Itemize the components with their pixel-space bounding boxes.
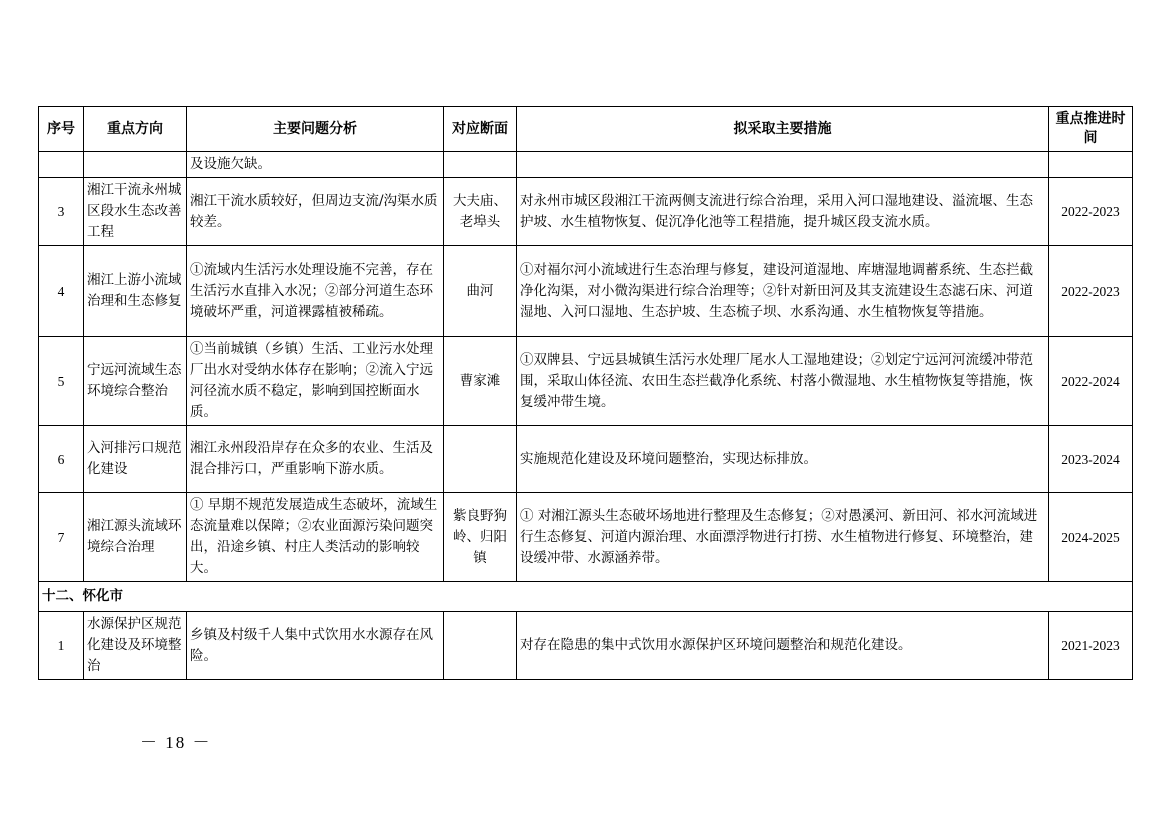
cell-problem: 及设施欠缺。: [187, 152, 444, 178]
header-row: [39, 107, 1133, 152]
cell-time: 2022-2023: [1049, 246, 1133, 337]
cell-no: 5: [39, 337, 84, 426]
cell-direction: 水源保护区规范化建设及环境整治: [84, 612, 187, 680]
cell-no: 3: [39, 178, 84, 246]
cell-problem: 湘江干流水质较好，但周边支流/沟渠水质较差。: [187, 178, 444, 246]
table-row: [39, 612, 1133, 680]
cell-time: 2023-2024: [1049, 426, 1133, 493]
header-time: 重点推进时间: [1049, 107, 1133, 152]
page-number: － 18 －: [140, 733, 212, 752]
cell-section: 曲河: [444, 246, 517, 337]
table-row: [39, 337, 1133, 426]
cell-no: 7: [39, 493, 84, 582]
table-row: [39, 426, 1133, 493]
table-row: [39, 246, 1133, 337]
measures-table: [38, 106, 1133, 680]
cell-measures: ① 对湘江源头生态破坏场地进行整理及生态修复；②对愚溪河、新田河、祁水河流域进行生态修复、河道内源治理、水面漂浮物进行打捞、水生植物进行修复、环境整治，建设缓冲带、水源涵养带。: [517, 493, 1049, 582]
cell-direction: 湘江源头流域环境综合治理: [84, 493, 187, 582]
cell-problem: ①流域内生活污水处理设施不完善，存在生活污水直排入水况；②部分河道生态环境破坏严重，河道裸露植被稀疏。: [187, 246, 444, 337]
cell-time: 2021-2023: [1049, 612, 1133, 680]
cell-section: [444, 612, 517, 680]
header-measures: 拟采取主要措施: [517, 107, 1049, 152]
header-problem: 主要问题分析: [187, 107, 444, 152]
cell-direction: 湘江上游小流域治理和生态修复: [84, 246, 187, 337]
header-no: 序号: [39, 107, 84, 152]
cell-time: 2022-2023: [1049, 178, 1133, 246]
cell-measures: 实施规范化建设及环境问题整治，实现达标排放。: [517, 426, 1049, 493]
cell-section: 紫良野狗岭、归阳镇: [444, 493, 517, 582]
cell-no: 4: [39, 246, 84, 337]
cell-time: 2024-2025: [1049, 493, 1133, 582]
header-section: 对应断面: [444, 107, 517, 152]
cell-section: [444, 426, 517, 493]
cell-time: 2022-2024: [1049, 337, 1133, 426]
cell-section: 大夫庙、老埠头: [444, 178, 517, 246]
cell-direction: 宁远河流域生态环境综合整治: [84, 337, 187, 426]
cell-problem: ① 早期不规范发展造成生态破坏，流域生态流量难以保障；②农业面源污染问题突出，沿途乡镇、村庄人类活动的影响较大。: [187, 493, 444, 582]
cell-measures: ①双牌县、宁远县城镇生活污水处理厂尾水人工湿地建设；②划定宁远河河流缓冲带范围，采取山体径流、农田生态拦截净化系统、村落小微湿地、水生植物恢复等措施，恢复缓冲带生境。: [517, 337, 1049, 426]
cell-problem: 乡镇及村级千人集中式饮用水水源存在风险。: [187, 612, 444, 680]
cell-problem: ①当前城镇（乡镇）生活、工业污水处理厂出水对受纳水体存在影响；②流入宁远河径流水质不稳定，影响到国控断面水质。: [187, 337, 444, 426]
cell-measures: 对存在隐患的集中式饮用水源保护区环境问题整治和规范化建设。: [517, 612, 1049, 680]
section-title: 十二、怀化市: [39, 582, 1133, 612]
cell-section: 曹家滩: [444, 337, 517, 426]
cell-measures: ①对福尔河小流域进行生态治理与修复，建设河道湿地、库塘湿地调蓄系统、生态拦截净化沟渠，对小微沟渠进行综合治理等；②针对新田河及其支流建设生态滤石床、河道湿地、入河口湿地、生态护坡、生态梳子坝、水系沟通、水生植物恢复等措施。: [517, 246, 1049, 337]
cell-measures: 对永州市城区段湘江干流两侧支流进行综合治理，采用入河口湿地建设、溢流堰、生态护坡、水生植物恢复、促沉净化池等工程措施，提升城区段支流水质。: [517, 178, 1049, 246]
cell-direction: 湘江干流永州城区段水生态改善工程: [84, 178, 187, 246]
cell-no: 6: [39, 426, 84, 493]
continued-row: [39, 152, 1133, 178]
cell-direction: 入河排污口规范化建设: [84, 426, 187, 493]
section-row: [39, 582, 1133, 612]
table-row: [39, 178, 1133, 246]
cell-problem: 湘江永州段沿岸存在众多的农业、生活及混合排污口，严重影响下游水质。: [187, 426, 444, 493]
header-direction: 重点方向: [84, 107, 187, 152]
table-row: [39, 493, 1133, 582]
cell-no: 1: [39, 612, 84, 680]
